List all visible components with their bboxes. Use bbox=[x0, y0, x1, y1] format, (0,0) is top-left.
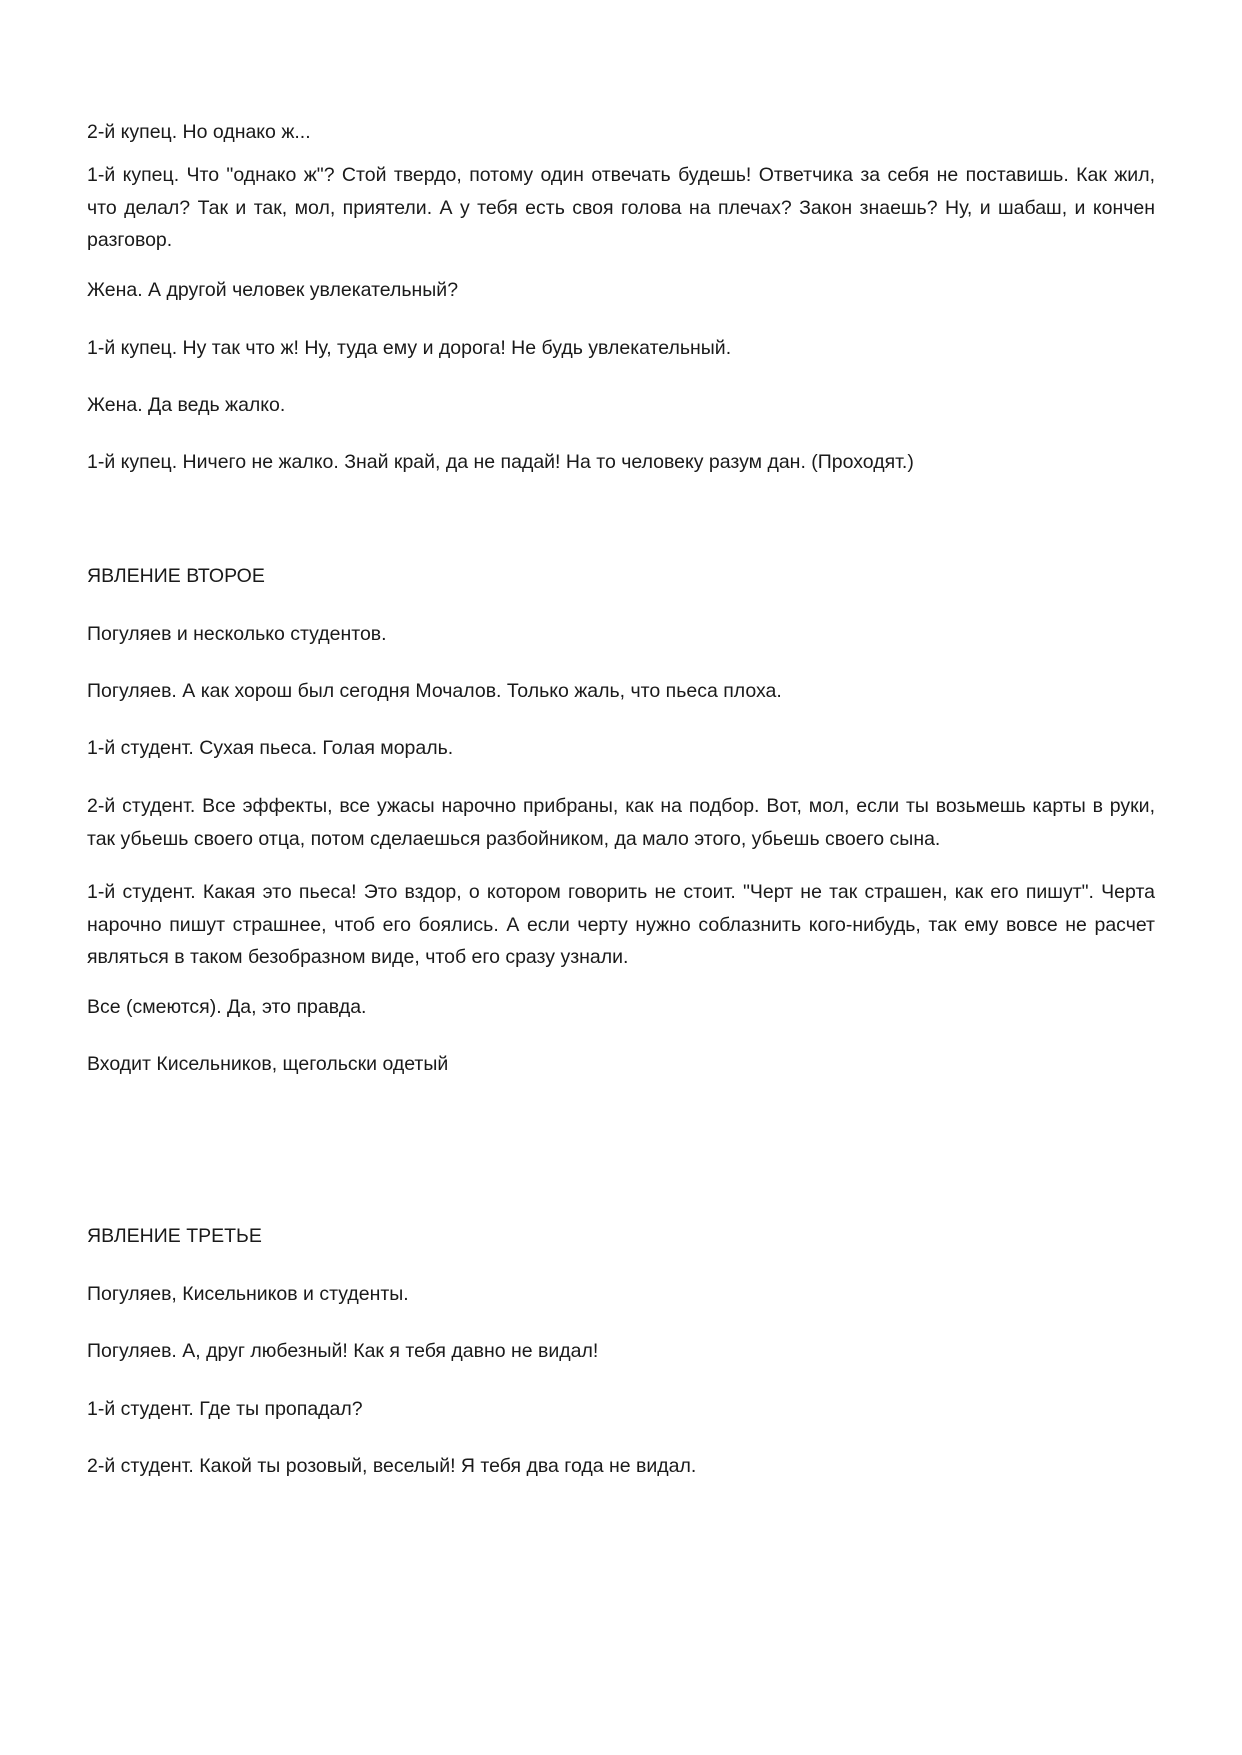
dialogue-line: 2-й купец. Но однако ж... bbox=[87, 121, 311, 143]
dialogue-line: 1-й купец. Ничего не жалко. Знай край, да не падай! На то человеку разум дан. (Проходят.) bbox=[87, 451, 914, 473]
stage-direction: Погуляев и несколько студентов. bbox=[87, 623, 387, 645]
dialogue-line: 1-й студент. Какая это пьеса! Это вздор, о котором говорить не стоит. "Черт не так страшен, как его пишут". Черта нарочно пишут страшнее, чтоб его боялись. А если черту нужно соблазнить кого-нибудь, так ему вовсе не расчет являться в таком безобразном виде, чтоб его сразу узнали. bbox=[87, 881, 1155, 968]
dialogue-line: Жена. А другой человек увлекательный? bbox=[87, 279, 459, 301]
scene-heading: ЯВЛЕНИЕ ТРЕТЬЕ bbox=[87, 1225, 262, 1247]
dialogue-line: Все (смеются). Да, это правда. bbox=[87, 996, 367, 1018]
stage-direction: Входит Кисельников, щегольски одетый bbox=[87, 1053, 449, 1075]
dialogue-line: 2-й студент. Все эффекты, все ужасы нарочно прибраны, как на подбор. Вот, мол, если ты возьмешь карты в руки, так убьешь своего отца, потом сделаешься разбойником, да мало этого, убьешь своего сына. bbox=[87, 795, 1155, 850]
dialogue-line: Жена. Да ведь жалко. bbox=[87, 394, 286, 416]
stage-direction: Погуляев, Кисельников и студенты. bbox=[87, 1283, 409, 1305]
dialogue-line: 1-й студент. Сухая пьеса. Голая мораль. bbox=[87, 737, 454, 759]
scene-heading: ЯВЛЕНИЕ ВТОРОЕ bbox=[87, 565, 265, 587]
dialogue-line: Погуляев. А, друг любезный! Как я тебя давно не видал! bbox=[87, 1340, 599, 1362]
dialogue-line: 2-й студент. Какой ты розовый, веселый! Я тебя два года не видал. bbox=[87, 1455, 697, 1477]
dialogue-line: 1-й купец. Что "однако ж"? Стой твердо, потому один отвечать будешь! Ответчика за себя не поставишь. Как жил, что делал? Так и так, мол, приятели. А у тебя есть своя голова на плечах? Закон знаешь? Ну, и шабаш, и кончен разговор. bbox=[87, 164, 1155, 251]
dialogue-line: Погуляев. А как хорош был сегодня Мочалов. Только жаль, что пьеса плоха. bbox=[87, 680, 782, 702]
dialogue-line: 1-й студент. Где ты пропадал? bbox=[87, 1398, 363, 1420]
dialogue-line: 1-й купец. Ну так что ж! Ну, туда ему и дорога! Не будь увлекательный. bbox=[87, 337, 732, 359]
